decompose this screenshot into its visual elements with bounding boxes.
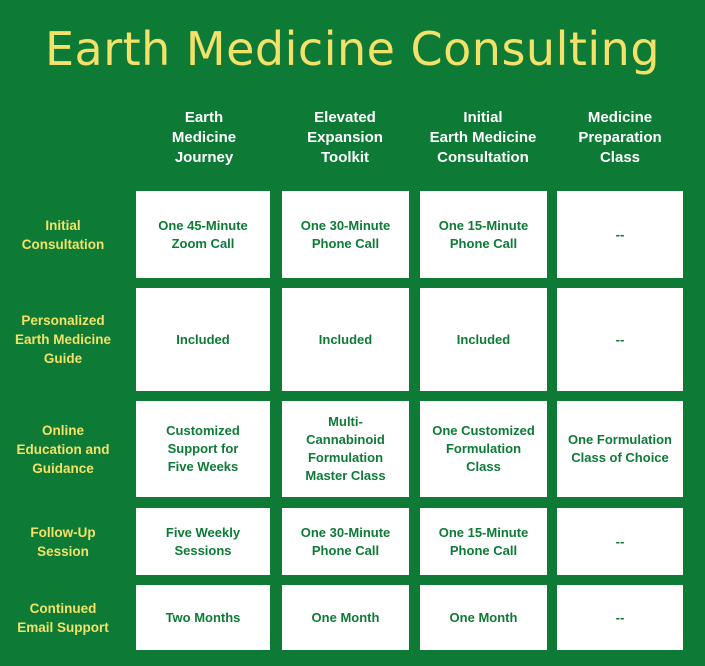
table-cell: Two Months bbox=[136, 585, 270, 650]
table-cell: -- bbox=[557, 508, 683, 575]
table-cell: -- bbox=[557, 585, 683, 650]
column-name: Medicine Preparation Class bbox=[578, 109, 662, 166]
table-cell: -- bbox=[557, 288, 683, 391]
table-cell: One Customized Formulation Class bbox=[420, 401, 547, 497]
column-name: Elevated Expansion Toolkit bbox=[307, 109, 383, 166]
table-cell: One 15-Minute Phone Call bbox=[420, 191, 547, 278]
column-name: Initial Earth Medicine Consultation bbox=[429, 109, 537, 166]
page-title: Earth Medicine Consulting bbox=[44, 22, 661, 76]
table-cell: One 15-Minute Phone Call bbox=[420, 508, 547, 575]
row-label-personalized-guide: Personalized Earth Medicine Guide bbox=[14, 313, 112, 366]
table-cell: One 30-Minute Phone Call bbox=[282, 508, 409, 575]
table-cell: Included bbox=[136, 288, 270, 391]
row-label-online-education: Online Education and Guidance bbox=[16, 422, 110, 476]
table-cell: -- bbox=[557, 191, 683, 278]
table-cell: Customized Support for Five Weeks bbox=[136, 401, 270, 497]
table-cell: One 45-Minute Zoom Call bbox=[136, 191, 270, 278]
table-cell: Multi- Cannabinoid Formulation Master Class bbox=[282, 401, 409, 497]
column-name: Earth Medicine Journey bbox=[171, 109, 237, 166]
row-label-continued-email-support: Continued Email Support bbox=[17, 600, 109, 635]
table-cell: One Month bbox=[420, 585, 547, 650]
row-label-initial-consultation: Initial Consultation bbox=[21, 217, 105, 252]
table-cell: Included bbox=[282, 288, 409, 391]
table-cell: Five Weekly Sessions bbox=[136, 508, 270, 575]
row-label-follow-up-session: Follow-Up Session bbox=[30, 524, 96, 559]
table-cell: One Month bbox=[282, 585, 409, 650]
table-cell: One 30-Minute Phone Call bbox=[282, 191, 409, 278]
table-cell: One Formulation Class of Choice bbox=[557, 401, 683, 497]
table-cell: Included bbox=[420, 288, 547, 391]
